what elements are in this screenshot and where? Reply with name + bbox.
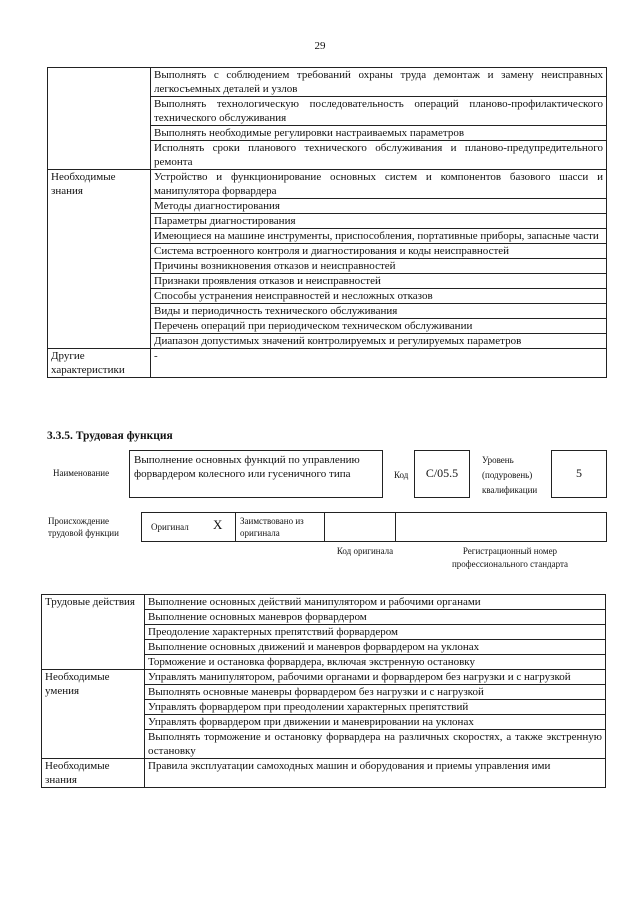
row-item: Виды и периодичность технического обслуживания	[151, 304, 607, 319]
skills-knowledge-table-bottom	[41, 594, 606, 788]
row-label: Трудовые действия	[42, 595, 145, 670]
name-label: Наименование	[53, 468, 110, 478]
row-item: Методы диагностирования	[151, 199, 607, 214]
level-value: 5	[576, 466, 582, 480]
row-item: Торможение и остановка форвардера, включая экстренную остановку	[145, 655, 606, 670]
reg-number-caption: Регистрационный номер профессионального стандарта	[451, 546, 569, 569]
row-item: Перечень операций при периодическом техническом обслуживании	[151, 319, 607, 334]
row-item: Выполнять основные маневры форвардером без нагрузки и с нагрузкой	[145, 685, 606, 700]
skills-knowledge-table-top	[47, 67, 607, 378]
code-box	[414, 450, 470, 498]
row-item: Способы устранения неисправностей и несложных отказов	[151, 289, 607, 304]
row-item: Выполнение основных маневров форвардером	[145, 610, 606, 625]
original-mark: X	[213, 517, 223, 532]
row-item: -	[151, 349, 607, 378]
row-item: Исполнять сроки планового технического обслуживания и планово-предупредительного ремонта	[151, 141, 607, 170]
function-name-value: Выполнение основных функций по управлению форвардером колесного или гусеничного типа	[134, 454, 360, 480]
row-label: Другие характеристики	[48, 349, 151, 378]
code-original-caption: Код оригинала	[336, 546, 394, 556]
origin-row	[141, 512, 607, 542]
code-label: Код	[394, 470, 409, 480]
section-title: 3.3.5. Трудовая функция	[47, 430, 173, 442]
row-label	[48, 68, 151, 170]
row-item: Система встроенного контроля и диагностирования и коды неисправностей	[151, 244, 607, 259]
row-item: Выполнять торможение и остановку форвардера на различных скоростях, а также экстренную остановку	[145, 730, 606, 759]
row-item: Выполнение основных движений и маневров форвардером на уклонах	[145, 640, 606, 655]
level-box	[551, 450, 607, 498]
original-label: Оригинал	[151, 522, 189, 532]
row-item: Выполнять с соблюдением требований охраны труда демонтаж и замену неисправных легкосъемных деталей и узлов	[151, 68, 607, 97]
table-row	[42, 670, 606, 685]
divider	[324, 512, 325, 542]
table-row	[48, 68, 607, 97]
borrowed-label: Заимствовано из оригинала	[240, 516, 304, 538]
row-label: Необходимые знания	[42, 759, 145, 788]
row-item: Выполнение основных действий манипулятором и рабочими органами	[145, 595, 606, 610]
table-row	[48, 349, 607, 378]
row-item: Параметры диагностирования	[151, 214, 607, 229]
row-item: Преодоление характерных препятствий форвардером	[145, 625, 606, 640]
row-item: Выполнять необходимые регулировки настраиваемых параметров	[151, 126, 607, 141]
divider	[235, 512, 236, 542]
code-value: C/05.5	[425, 466, 459, 480]
level-label: Уровень (подуровень) квалификации	[482, 455, 538, 495]
row-item: Управлять форвардером при движении и маневрировании на уклонах	[145, 715, 606, 730]
row-label: Необходимые знания	[48, 170, 151, 349]
function-name-box	[129, 450, 383, 498]
origin-label: Происхождение трудовой функции	[48, 516, 119, 538]
row-item: Управлять манипулятором, рабочими органами и форвардером без нагрузки и с нагрузкой	[145, 670, 606, 685]
divider	[395, 512, 396, 542]
row-item: Диапазон допустимых значений контролируемых и регулируемых параметров	[151, 334, 607, 349]
row-item: Выполнять технологическую последовательность операций планово-профилактического технического обслуживания	[151, 97, 607, 126]
table-row	[42, 595, 606, 610]
row-item: Управлять форвардером при преодолении характерных препятствий	[145, 700, 606, 715]
row-item: Причины возникновения отказов и неисправностей	[151, 259, 607, 274]
row-item: Устройство и функционирование основных систем и компонентов базового шасси и манипулятора форвардера	[151, 170, 607, 199]
row-item: Имеющиеся на машине инструменты, приспособления, портативные приборы, запасные части	[151, 229, 607, 244]
page-number: 29	[314, 40, 326, 52]
table-row	[42, 759, 606, 788]
row-label: Необходимые умения	[42, 670, 145, 759]
table-row	[48, 170, 607, 199]
row-item: Правила эксплуатации самоходных машин и оборудования и приемы управления ими	[145, 759, 606, 788]
row-item: Признаки проявления отказов и неисправностей	[151, 274, 607, 289]
